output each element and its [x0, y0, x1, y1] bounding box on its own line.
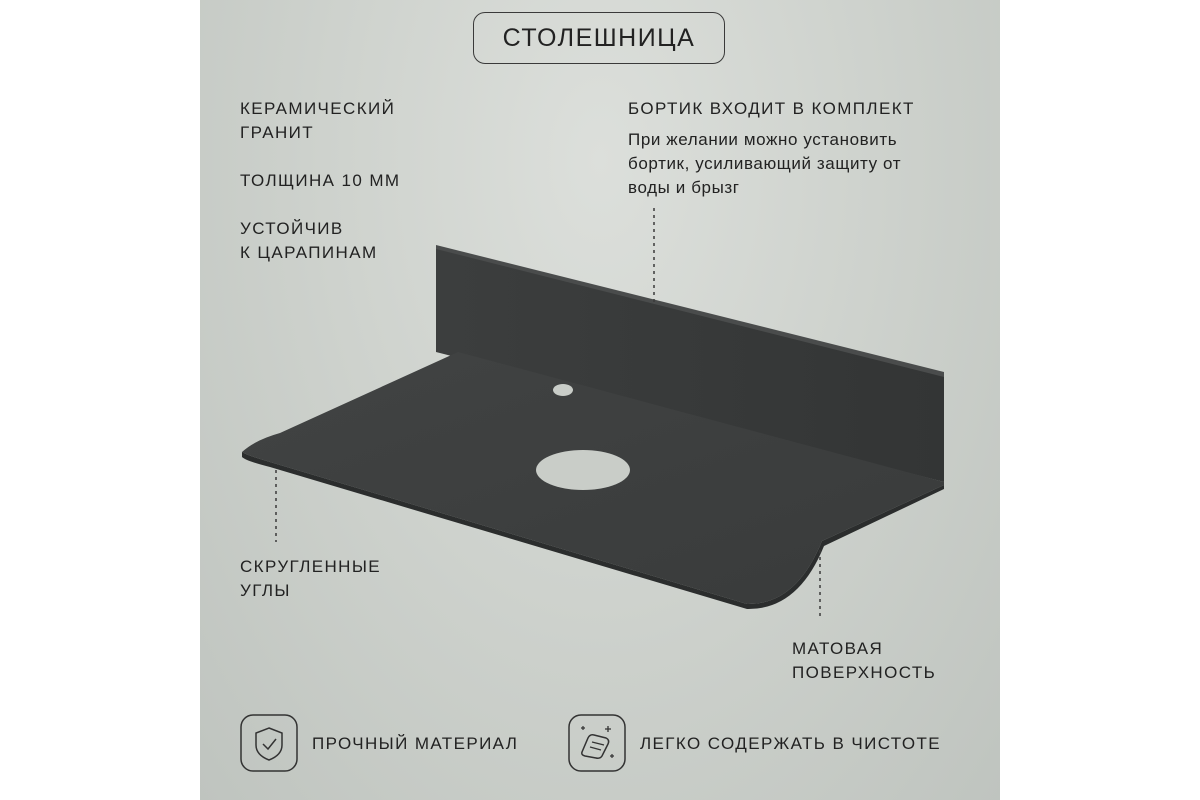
feature-surface-line2: ПОВЕРХНОСТЬ: [792, 663, 937, 682]
rim-desc-line: бортик, усиливающий защиту от: [628, 154, 902, 173]
feature-corners-line2: УГЛЫ: [240, 581, 291, 600]
rim-desc-line: воды и брызг: [628, 178, 740, 197]
feature-thickness-line1: ТОЛЩИНА 10 ММ: [240, 171, 401, 190]
feature-material-line2: ГРАНИТ: [240, 123, 315, 142]
feature-material-line1: КЕРАМИЧЕСКИЙ: [240, 99, 396, 118]
tap-hole: [553, 384, 573, 396]
countertop-illustration: [200, 0, 1000, 800]
feature-easy-clean-label: ЛЕГКО СОДЕРЖАТЬ В ЧИСТОТЕ: [640, 734, 941, 753]
rim-desc-line: При желании можно установить: [628, 130, 898, 149]
feature-scratch-line1: УСТОЙЧИВ: [240, 219, 344, 238]
product-infographic: [200, 0, 1000, 800]
cleaning-hand-icon: [568, 714, 626, 772]
feature-scratch-line2: К ЦАРАПИНАМ: [240, 243, 378, 262]
feature-surface-line1: МАТОВАЯ: [792, 639, 884, 658]
feature-corners-line1: СКРУГЛЕННЫЕ: [240, 557, 382, 576]
rim-heading: БОРТИК ВХОДИТ В КОМПЛЕКТ: [628, 99, 915, 118]
shield-check-icon: [240, 714, 298, 772]
page-title-text: СТОЛЕШНИЦА: [502, 23, 696, 52]
sink-hole: [536, 450, 630, 490]
feature-durable-label: ПРОЧНЫЙ МАТЕРИАЛ: [312, 734, 519, 753]
